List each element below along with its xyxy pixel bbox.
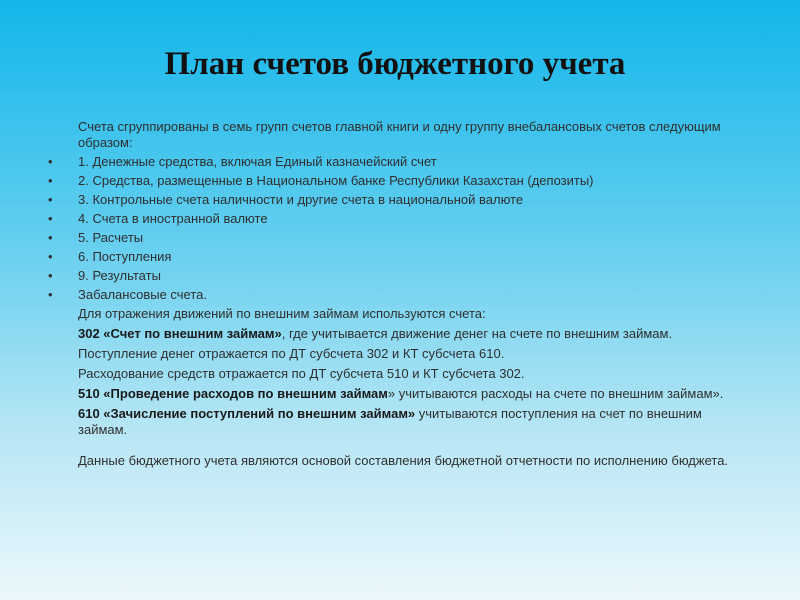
account-510-name: 510 «Проведение расходов по внешним займам (78, 386, 388, 401)
conclusion-text: Данные бюджетного учета являются основой составления бюджетной отчетности по исполнению бюджета. (78, 453, 729, 468)
account-302-paragraph (78, 326, 738, 342)
account-510-paragraph (78, 386, 738, 402)
slide-content (78, 119, 738, 469)
loans-intro-text: Для отражения движений по внешним займам используются счета: (78, 306, 486, 321)
list-item: • 4. Счета в иностранной валюте (78, 211, 738, 227)
expense-text: Расходование средств отражается по ДТ субсчета 510 и КТ субсчета 302. (78, 366, 525, 381)
account-302-name: 302 «Счет по внешним займам» (78, 326, 282, 341)
account-610-paragraph (78, 406, 738, 438)
receipt-text: Поступление денег отражается по ДТ субсчета 302 и КТ субсчета 610. (78, 346, 505, 361)
list-item: • 5. Расчеты (78, 230, 738, 246)
list-item: • 2. Средства, размещенные в Национальном банке Республики Казахстан (депозиты) (78, 173, 738, 189)
intro-text: Счета сгруппированы в семь групп счетов главной книги и одну группу внебалансовых счетов следующим образом: (78, 119, 721, 150)
account-groups-list (78, 154, 738, 303)
account-510-description: » учитываются расходы на счете по внешним займам». (387, 386, 724, 401)
list-item: • 1. Денежные средства, включая Единый казначейский счет (78, 154, 738, 170)
list-item: • 6. Поступления (78, 249, 738, 265)
slide-title: План счетов бюджетного учета (164, 46, 626, 82)
account-610-description: учитываются поступления на счет по внешним займам. (78, 406, 702, 437)
list-item: • 3. Контрольные счета наличности и другие счета в национальной валюте (78, 192, 738, 208)
account-610-name: 610 «Зачисление поступлений по внешним займам» (78, 406, 416, 421)
list-item: • Забалансовые счета. (78, 287, 738, 303)
account-302-description: , где учитывается движение денег на счете по внешним займам. (281, 326, 673, 341)
list-item: • 9. Результаты (78, 268, 738, 284)
